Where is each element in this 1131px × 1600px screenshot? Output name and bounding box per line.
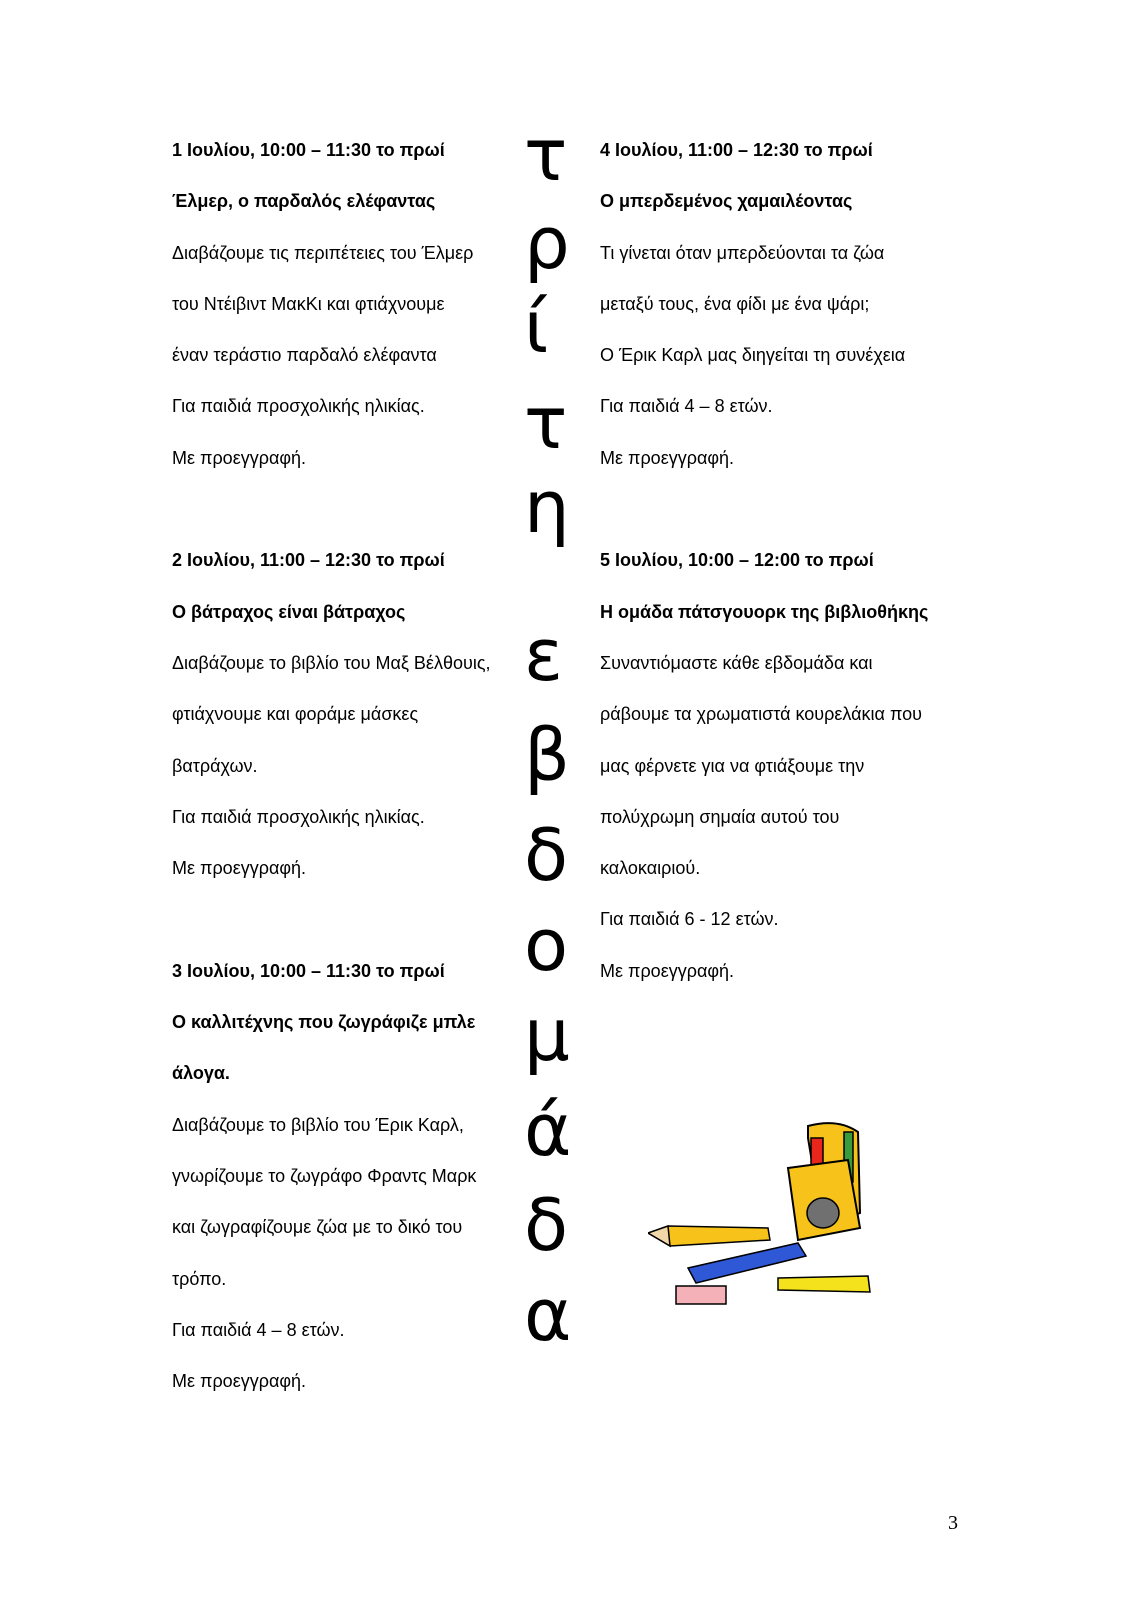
event-age: Για παιδιά 6 - 12 ετών. bbox=[600, 909, 779, 930]
event-description: Διαβάζουμε τις περιπέτειες του Έλμερ bbox=[172, 242, 474, 263]
vertical-title-letter: ο bbox=[524, 903, 569, 987]
spacer bbox=[172, 899, 527, 950]
event-age: Για παιδιά προσχολικής ηλικίας. bbox=[172, 396, 425, 417]
event-age: Για παιδιά 4 – 8 ετών. bbox=[600, 396, 773, 417]
event-description: ράβουμε τα χρωματιστά κουρελάκια που bbox=[600, 704, 922, 725]
pink-eraser bbox=[676, 1286, 726, 1304]
vertical-title-letter: ε bbox=[524, 613, 563, 697]
vertical-title-letter: τ bbox=[524, 381, 568, 465]
event-description: φτιάχνουμε και φοράμε μάσκες bbox=[172, 704, 419, 725]
event-date: 2 Ιουλίου, 11:00 – 12:30 το πρωί bbox=[172, 550, 445, 571]
event-description: και ζωγραφίζουμε ζώα με το δικό του bbox=[172, 1217, 463, 1238]
holder-hole bbox=[807, 1198, 839, 1228]
event-title: Ο βάτραχος είναι βάτραχος bbox=[172, 601, 406, 622]
event-description: καλοκαιριού. bbox=[600, 858, 701, 879]
blue-marker bbox=[688, 1243, 806, 1283]
event-date: 3 Ιουλίου, 10:00 – 11:30 το πρωί bbox=[172, 960, 445, 981]
vertical-title-letter: ί bbox=[524, 285, 549, 369]
event-registration: Με προεγγραφή. bbox=[172, 447, 307, 468]
vertical-title-letter: δ bbox=[524, 813, 569, 897]
event-registration: Με προεγγραφή. bbox=[600, 447, 735, 468]
vertical-title-letter: β bbox=[524, 713, 570, 797]
event-description: βατράχων. bbox=[172, 755, 258, 776]
event-title: Ο μπερδεμένος χαμαιλέοντας bbox=[600, 191, 853, 212]
vertical-title-letter: ρ bbox=[524, 201, 570, 285]
event-title: Η ομάδα πάτσγουορκ της βιβλιοθήκης bbox=[600, 601, 929, 622]
vertical-title-letter: η bbox=[524, 465, 570, 549]
event-description: Τι γίνεται όταν μπερδεύονται τα ζώα bbox=[600, 242, 885, 263]
school-supplies-illustration bbox=[648, 1118, 898, 1348]
vertical-title-letter: ά bbox=[524, 1088, 572, 1172]
right-column bbox=[600, 130, 980, 1002]
event-description: τρόπο. bbox=[172, 1268, 227, 1289]
event-description: του Ντέιβιντ ΜακΚι και φτιάχνουμε bbox=[172, 293, 445, 314]
event-description: Ο Έρικ Καρλ μας διηγείται τη συνέχεια bbox=[600, 345, 906, 366]
event-registration: Με προεγγραφή. bbox=[600, 960, 735, 981]
event-registration: Με προεγγραφή. bbox=[172, 858, 307, 879]
event-description: Διαβάζουμε το βιβλίο του Μαξ Βέλθουις, bbox=[172, 652, 491, 673]
event-description: Συναντιόμαστε κάθε εβδομάδα και bbox=[600, 652, 873, 673]
spacer bbox=[172, 489, 527, 540]
vertical-title-letter: δ bbox=[524, 1183, 569, 1267]
event-registration: Με προεγγραφή. bbox=[172, 1371, 307, 1392]
event-date: 5 Ιουλίου, 10:00 – 12:00 το πρωί bbox=[600, 550, 874, 571]
left-column bbox=[172, 130, 527, 1412]
event-title: άλογα. bbox=[172, 1063, 230, 1084]
event-date: 1 Ιουλίου, 10:00 – 11:30 το πρωί bbox=[172, 140, 445, 160]
event-description: μεταξύ τους, ένα φίδι με ένα ψάρι; bbox=[600, 293, 870, 314]
page-number: 3 bbox=[948, 1512, 958, 1534]
pencil-tip bbox=[648, 1226, 670, 1246]
vertical-title-letter: α bbox=[524, 1273, 572, 1357]
event-description: μας φέρνετε για να φτιάξουμε την bbox=[600, 755, 865, 776]
yellow-crayon bbox=[778, 1276, 870, 1292]
event-title: Ο καλλιτέχνης που ζωγράφιζε μπλε bbox=[172, 1012, 476, 1033]
event-age: Για παιδιά προσχολικής ηλικίας. bbox=[172, 806, 425, 827]
spacer bbox=[600, 489, 980, 540]
event-description: Διαβάζουμε το βιβλίο του Έρικ Καρλ, bbox=[172, 1114, 464, 1135]
vertical-title-letter: μ bbox=[524, 993, 570, 1077]
event-description: γνωρίζουμε το ζωγράφο Φραντς Μαρκ bbox=[172, 1165, 477, 1186]
event-title: Έλμερ, ο παρδαλός ελέφαντας bbox=[172, 191, 436, 212]
event-description: πολύχρωμη σημαία αυτού του bbox=[600, 806, 840, 827]
event-date: 4 Ιουλίου, 11:00 – 12:30 το πρωί bbox=[600, 140, 873, 160]
event-description: έναν τεράστιο παρδαλό ελέφαντα bbox=[172, 345, 437, 366]
vertical-title-letter: τ bbox=[524, 113, 568, 197]
event-age: Για παιδιά 4 – 8 ετών. bbox=[172, 1319, 345, 1340]
